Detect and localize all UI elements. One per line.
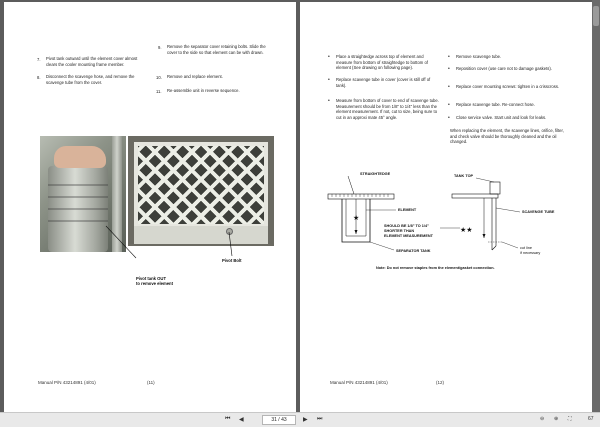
step-number: 8. [37,75,41,80]
bullet: • [448,84,450,90]
instruction-paragraph: When replacing the element, the scavenge lines, orifice, filter, and check valve should be thoroughly cleaned and the oil changed. [450,128,564,145]
instruction-text: Place a straightedge across top of element and measure from bottom of straightedge to bottom of element (See drawing on following page). [336,54,428,71]
instruction-text: Measure from bottom of cover to end of scavenge tube. Measurement should be from 1/8" to 1/4" less than the element measurement. If not, cut to size, being sure to cut in an approxi mate 45° angle. [336,98,439,120]
diagram-note: Note: Do not remove staples from the element/gasket connection. [376,266,495,270]
first-page-button[interactable]: ⏮ [225,416,231,422]
fit-page-icon[interactable]: ⛶ [568,416,572,422]
step-text: Remove the separator cover retaining bolts. Slide the cover to the side so that element can be with drawn. [167,44,266,55]
label-separator-tank: SEPARATOR TANK [396,249,431,253]
prev-page-button[interactable]: ◀ [239,417,244,423]
bullet: • [328,98,330,104]
corner-page-number: 67 [588,416,594,422]
label-cut-line-2: if necessary [520,251,541,255]
caption-pivot-tank-line2: to remove element [136,281,174,286]
instruction-text: Reposition cover (use care not to damage gaskets). [456,66,552,71]
instruction-text: Remove scavenge tube. [456,54,502,59]
instruction-text: Close service valve. Start unit and look for leaks. [456,115,547,120]
bullet: • [328,77,330,83]
label-should-be-3: ELEMENT MEASUREMENT [384,234,433,238]
instruction-text: Replace cover mounting screws: tighten in a crisscross. [456,84,560,89]
scrollbar-thumb[interactable] [593,6,599,26]
right-page [300,2,592,412]
bullet: • [448,54,450,60]
caption-pivot-bolt: Pivot Bolt [222,258,242,263]
label-scavenge-tube: SCAVENGE TUBE [522,210,555,214]
next-page-button[interactable]: ▶ [303,417,308,423]
step-number: 7. [37,57,41,62]
vertical-scrollbar[interactable] [592,0,600,412]
step-text: Disconnect the scavenge hose, and remove the scavenge tube from the cover. [46,74,135,85]
footer-page-number: (12) [436,380,445,385]
label-should-be-1: SHOULD BE 1/8" TO 1/4" [384,224,429,228]
last-page-button[interactable]: ⏭ [317,416,323,422]
label-cut-line-1: cut line [520,246,533,250]
step-number: 11. [156,89,162,94]
step-text: Pivot tank outward until the element cover almost clears the cooler mounting frame member. [46,56,138,67]
bullet: • [448,66,450,72]
footer-manual: Manual P/N 43214891 (4/01) [330,380,388,385]
label-should-be-2: SHORTER THAN [384,229,415,233]
page-indicator[interactable]: 31 / 43 [262,415,296,425]
step-number: 10. [156,75,162,80]
footer-page-number: (11) [147,380,155,385]
step-number: 9. [158,45,162,50]
bullet: • [448,115,450,121]
step-text: Re-assemble unit in reverse sequence. [167,88,240,93]
bullet: • [448,102,450,108]
label-tank-top: TANK TOP [454,174,474,178]
zoom-in-icon[interactable]: ⊕ [554,416,559,422]
instruction-text: Replace scavenge tube in cover (cover is still off of tank). [336,77,431,88]
label-element: ELEMENT [398,208,417,212]
scavenge-tube-diagram [324,170,574,270]
footer-manual: Manual P/N 43214891 (4/01) [38,380,96,385]
step-text: Remove and replace element. [167,74,223,79]
zoom-out-icon[interactable]: ⊖ [540,416,545,422]
label-straightedge: STRAIGHTEDGE [360,172,391,176]
bullet: • [328,54,330,60]
caption-pivot-tank-line1: Pivot tank OUT [136,276,167,281]
left-page [4,2,296,412]
svg-text:★★: ★★ [460,227,473,234]
instruction-text: Replace scavenge tube. Re-connect hose. [456,102,535,107]
viewer-toolbar [0,412,600,427]
callout-lines [4,2,296,412]
svg-text:★: ★ [353,215,360,222]
